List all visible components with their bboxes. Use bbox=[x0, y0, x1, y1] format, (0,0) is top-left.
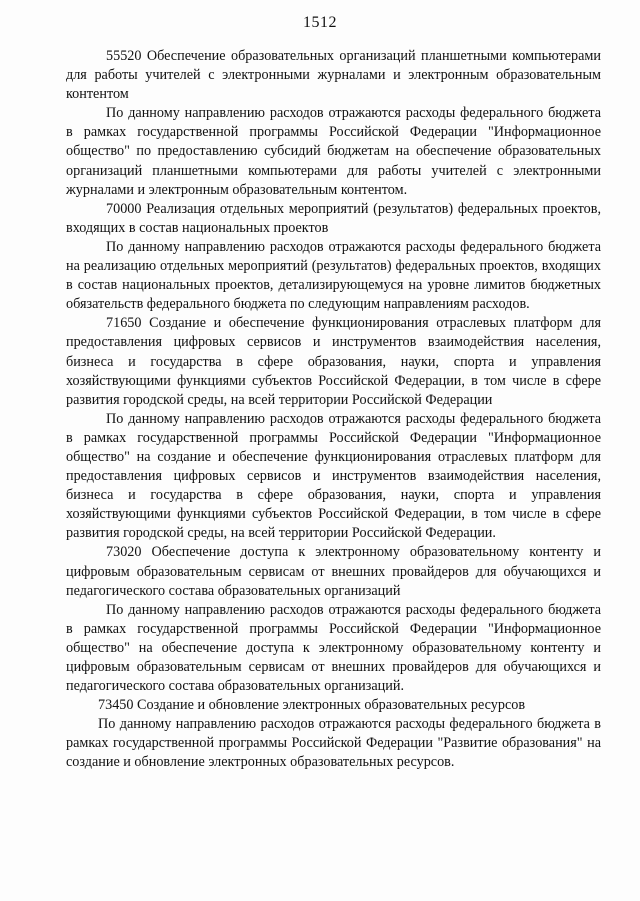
section-heading-70000: 70000 Реализация отдельных мероприятий (результатов) федеральных проектов, входящих в состав национальных проектов bbox=[66, 200, 601, 236]
section-body-70000: По данному направлению расходов отражаются расходы федерального бюджета на реализацию отдельных мероприятий (результатов) федеральных проектов, входящих в состав национальных проектов, детализирующемуся на уровне лимитов бюджетных обязательств федерального бюджета по следующим направлениям расходов. bbox=[66, 238, 601, 313]
section-heading-73020: 73020 Обеспечение доступа к электронному образовательному контенту и цифровым образовательным сервисам от внешних провайдеров для обучающихся и педагогического состава образовательных организаций bbox=[66, 544, 601, 599]
section-heading-71650: 71650 Создание и обеспечение функционирования отраслевых платформ для предоставления цифровых сервисов и инструментов взаимодействия населения, бизнеса и государства в сфере образования, науки, спорта и управления хозяйствующими функциями субъектов Российской Федерации, в том числе в сфере развития городской среды, на всей территории Российской Федерации bbox=[66, 315, 601, 408]
section-body-73020: По данному направлению расходов отражаются расходы федерального бюджета в рамках государственной программы Российской Федерации "Информационное общество" на обеспечение доступа к электронному образовательному контенту и цифровым образовательным сервисам от внешних провайдеров для обучающихся и педагогического состава образовательных организаций. bbox=[66, 601, 601, 695]
section-body-73450: По данному направлению расходов отражаются расходы федерального бюджета в рамках государственной программы Российской Федерации "Развитие образования" на создание и обновление электронных образовательных ресурсов. bbox=[66, 716, 601, 771]
document-body bbox=[66, 47, 601, 773]
section-body-71650: По данному направлению расходов отражаются расходы федерального бюджета в рамках государственной программы Российской Федерации "Информационное общество" на создание и обеспечение функционирования отраслевых платформ для предоставления цифровых сервисов и инструментов взаимодействия населения, бизнеса и государства в сфере образования, науки, спорта и управления хозяйствующими функциями субъектов Российской Федерации, в том числе в сфере развития городской среды, на всей территории Российской Федерации. bbox=[66, 410, 601, 542]
section-body-55520: По данному направлению расходов отражаются расходы федерального бюджета в рамках государственной программы Российской Федерации "Информационное общество" по предоставлению субсидий бюджетам на обеспечение образовательных организаций планшетными компьютерами для работы учителей с электронными журналами и электронным образовательным контентом. bbox=[66, 105, 601, 198]
page-number: 1512 bbox=[303, 14, 337, 31]
section-heading-55520: 55520 Обеспечение образовательных организаций планшетными компьютерами для работы учителей с электронными журналами и электронным образовательным контентом bbox=[66, 48, 601, 103]
section-heading-73450: 73450 Создание и обновление электронных образовательных ресурсов bbox=[98, 697, 526, 714]
